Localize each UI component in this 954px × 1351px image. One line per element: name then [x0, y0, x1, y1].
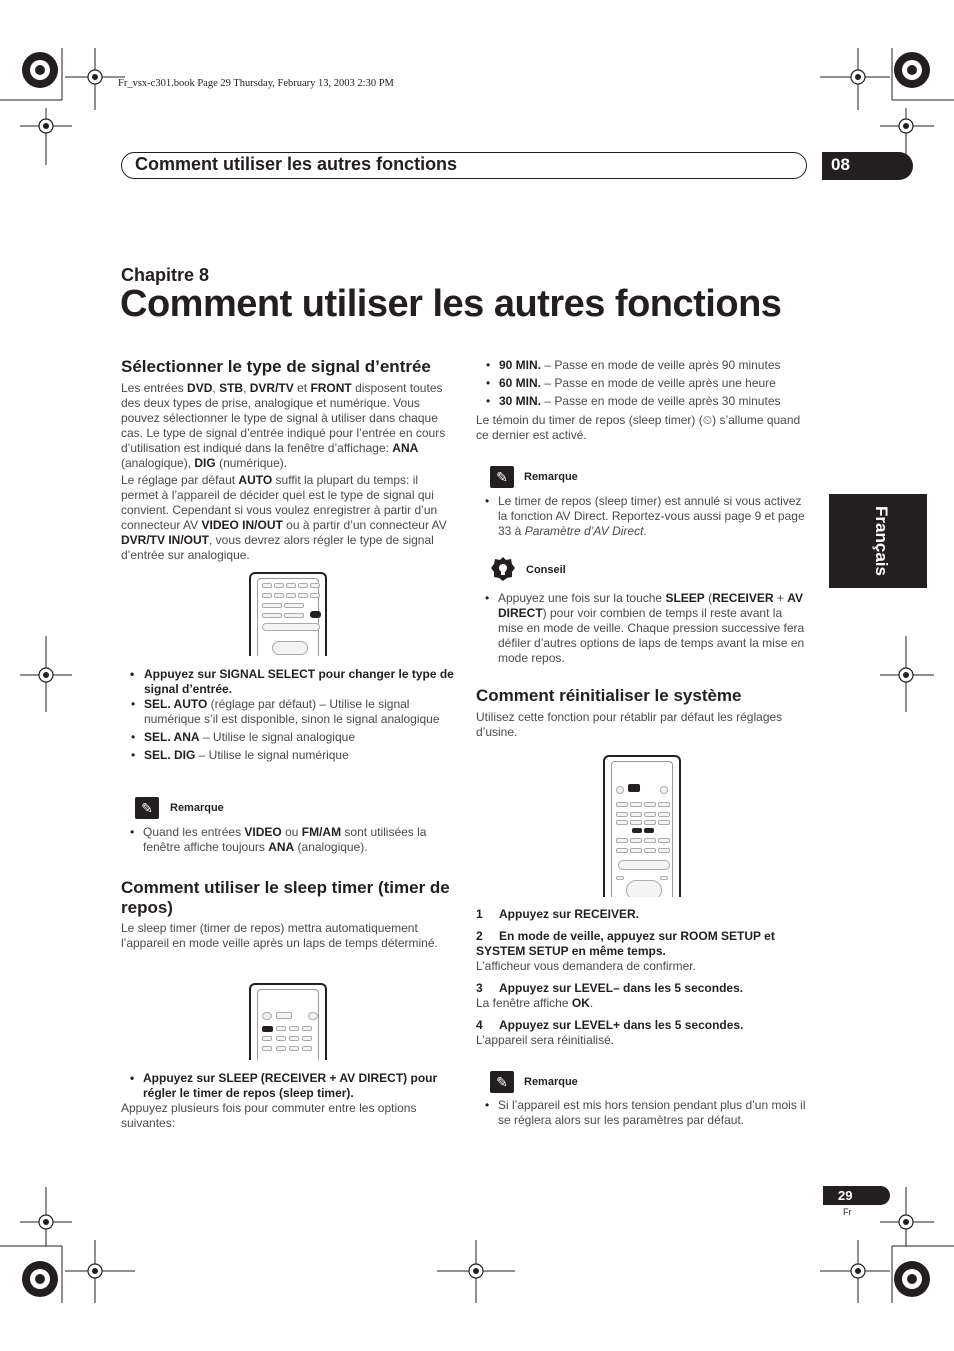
note-icon: ✎	[135, 797, 159, 819]
step-number: 4	[476, 1018, 483, 1032]
text-run: – Passe en mode de veille après 90 minutes	[541, 358, 781, 372]
sleep-indicator-text	[476, 413, 810, 443]
sleep-paragraph: Le sleep timer (timer de repos) mettra automatiquement l’appareil en mode veille après un laps de temps déterminé.	[121, 921, 438, 950]
reset-step-title	[476, 981, 810, 996]
section-heading-signal: Sélectionner le type de signal d’entrée	[121, 357, 431, 376]
note-1-text	[121, 825, 455, 855]
text-run: FM/AM	[301, 825, 342, 839]
text-run: SEL. AUTO	[144, 697, 208, 711]
text-run: (analogique).	[294, 840, 368, 854]
tip-text	[476, 591, 810, 666]
text-run: SEL. DIG	[144, 748, 196, 762]
file-info: Fr_vsx-c301.book Page 29 Thursday, February 13, 2003 2:30 PM	[118, 78, 394, 89]
note-icon: ✎	[490, 1071, 514, 1093]
note-3-text: • Si l’appareil est mis hors tension pendant plus d’un mois il se réglera alors sur les paramètres par défaut.	[476, 1098, 810, 1128]
section-heading-sleep: Comment utiliser le sleep timer (timer de repos)	[121, 878, 450, 917]
text-run: FRONT	[310, 381, 352, 395]
text-run: – Passe en mode de veille après 30 minutes	[541, 394, 781, 408]
text-run: AV DIRECT	[498, 591, 803, 620]
text-run: (réglage par défaut) – Utilise le signal numérique s’il est disponible, sinon le signal analogique	[144, 697, 440, 726]
signal-paragraph-1	[121, 381, 455, 471]
text-run: – Utilise le signal numérique	[195, 748, 349, 762]
signal-option	[121, 730, 455, 745]
reset-step-title	[476, 1018, 810, 1033]
signal-option	[121, 748, 455, 763]
reset-steps	[476, 907, 810, 1055]
text-run: ANA	[268, 840, 295, 854]
step-text: Appuyez sur LEVEL– dans les 5 secondes.	[499, 981, 744, 995]
text-run: (analogique),	[121, 456, 195, 470]
signal-select-key	[310, 611, 321, 618]
sleep-option	[476, 376, 810, 391]
section-heading-reset: Comment réinitialiser le système	[476, 686, 742, 705]
note-2-text	[476, 494, 810, 539]
text-run: L’appareil sera réinitialisé.	[476, 1033, 615, 1047]
sleep-step: • Appuyez sur SLEEP (RECEIVER + AV DIRECT) pour régler le timer de repos (sleep timer).	[121, 1071, 455, 1101]
step-text: Appuyez sur RECEIVER.	[499, 907, 640, 921]
text-run: ANA	[392, 441, 419, 455]
header-title: Comment utiliser les autres fonctions	[135, 154, 458, 174]
text-run: DVD	[187, 381, 213, 395]
reset-section	[476, 686, 810, 740]
text-run: ou à partir d’un connecteur AV	[282, 518, 447, 532]
reset-step-title	[476, 929, 810, 959]
text-run: ou	[281, 825, 302, 839]
chapter-badge: 08	[822, 152, 913, 180]
text-run: ,	[212, 381, 220, 395]
text-run: suffit la plupart du temps: il permet à l’appareil de décider quel est le type de signal qui convient. Cependant si vous voulez enregistrer à partir d’un connecteur AV	[121, 473, 438, 532]
text-run: ⏲	[702, 413, 713, 427]
note-icon: ✎	[490, 466, 514, 488]
text-run: sont utilisées la fenêtre affiche toujours	[143, 825, 427, 854]
note-2	[476, 494, 810, 539]
step-text: En mode de veille, appuyez sur ROOM SETUP et SYSTEM SETUP en même temps.	[476, 929, 775, 958]
text-run: SLEEP	[665, 591, 705, 605]
sleep-option	[476, 394, 810, 409]
text-run: Le réglage par défaut	[121, 473, 239, 487]
text-run: et	[293, 381, 311, 395]
text-run: 60 MIN.	[499, 376, 542, 390]
text-run: Paramètre d’AV Direct	[524, 524, 644, 538]
reset-step	[476, 907, 810, 922]
text-run: disposent toutes des deux types de prise, analogique et numérique. Vous pouvez sélectionner le type de signal à utiliser dans chaque cas. Le type de signal d’entrée indiqué pour l’entrée en cours d’utilisation est indiqué dans la fenêtre d’affichage:	[121, 381, 446, 455]
sleep-options-list	[476, 358, 810, 409]
step-detail	[476, 959, 810, 974]
text-run: La fenêtre affiche	[476, 996, 572, 1010]
right-column-top	[476, 358, 810, 443]
step-detail	[476, 996, 810, 1011]
sleep-key	[262, 1026, 273, 1032]
text-run: 90 MIN.	[499, 358, 542, 372]
step-number: 3	[476, 981, 483, 995]
sleep-section	[121, 878, 455, 951]
note-label-2: Remarque	[524, 471, 578, 483]
text-run: DVR/TV	[249, 381, 294, 395]
left-column	[121, 357, 455, 563]
left-column-lower	[121, 667, 455, 766]
text-run: DIG	[194, 456, 216, 470]
reset-step	[476, 929, 810, 974]
chapter-title: Comment utiliser les autres fonctions	[120, 283, 782, 325]
text-run: .	[589, 996, 594, 1010]
sleep-step-detail: Appuyez plusieurs fois pour commuter entre les options suivantes:	[121, 1101, 417, 1130]
text-run: SEL. ANA	[144, 730, 200, 744]
sleep-option	[476, 358, 810, 373]
page-number: 29	[823, 1186, 890, 1205]
language-tab-label: Français	[872, 506, 891, 576]
tip-icon	[491, 557, 515, 581]
tip	[476, 591, 810, 666]
text-run: ) s’allume quand ce dernier est activé.	[476, 413, 801, 442]
text-run: OK	[571, 996, 590, 1010]
page-language: Fr	[843, 1207, 852, 1217]
signal-options-list	[121, 697, 455, 763]
signal-option	[121, 697, 455, 727]
text-run: Les entrées	[121, 381, 188, 395]
level-plus-key	[644, 828, 654, 833]
text-run: Quand les entrées	[143, 825, 245, 839]
text-run: (numérique).	[215, 456, 288, 470]
text-run: ,	[243, 381, 250, 395]
text-run: AUTO	[238, 473, 273, 487]
text-run: VIDEO IN/OUT	[201, 518, 283, 532]
note-3	[476, 1098, 810, 1128]
reset-step-title	[476, 907, 810, 922]
reset-step	[476, 1018, 810, 1048]
text-run: ) pour voir combien de temps il reste avant la mise en mode de veille. Chaque pression successive fera défiler d’autres options de laps de temps avant la mise en mode repos.	[498, 606, 805, 665]
chapter-label: Chapitre 8	[121, 265, 210, 285]
remote-illustration-reset	[603, 755, 681, 897]
remote-illustration-sleep	[249, 983, 327, 1060]
text-run: +	[773, 591, 788, 605]
receiver-key	[628, 784, 640, 792]
signal-paragraph-2	[121, 473, 455, 563]
text-run: (	[704, 591, 713, 605]
text-run: – Passe en mode de veille après une heure	[541, 376, 776, 390]
text-run: VIDEO	[244, 825, 282, 839]
note-1	[121, 825, 455, 855]
text-run: L’afficheur vous demandera de confirmer.	[476, 959, 696, 973]
text-run: STB	[219, 381, 244, 395]
text-run: Le timer de repos (sleep timer) est annulé si vous activez la fonction AV Direct. Reportez-vous aussi page 9 et page 33 à	[498, 494, 805, 538]
text-run: DVR/TV IN/OUT	[121, 533, 210, 547]
text-run: Appuyez une fois sur la touche	[498, 591, 666, 605]
text-run: , vous devrez alors régler le type de signal d’entrée sur analogique.	[121, 533, 434, 562]
remote-illustration-signal	[249, 572, 327, 656]
step-detail	[476, 1033, 810, 1048]
text-run: .	[643, 524, 647, 538]
language-tab	[829, 494, 927, 588]
text-run: – Utilise le signal analogique	[199, 730, 355, 744]
text-run: RECEIVER	[712, 591, 774, 605]
reset-paragraph: Utilisez cette fonction pour rétablir par défaut les réglages d’usine.	[476, 710, 783, 739]
tip-label: Conseil	[526, 564, 566, 576]
note-label-1: Remarque	[170, 802, 224, 814]
step-number: 2	[476, 929, 483, 943]
step-text: Appuyez sur LEVEL+ dans les 5 secondes.	[499, 1018, 744, 1032]
note-label-3: Remarque	[524, 1076, 578, 1088]
level-minus-key	[632, 828, 642, 833]
signal-step: • Appuyez sur SIGNAL SELECT pour changer le type de signal d’entrée.	[121, 667, 455, 697]
step-number: 1	[476, 907, 483, 921]
text-run: Le témoin du timer de repos (sleep timer) (	[476, 413, 703, 427]
text-run: 30 MIN.	[499, 394, 542, 408]
sleep-steps	[121, 1071, 455, 1131]
reset-step	[476, 981, 810, 1011]
